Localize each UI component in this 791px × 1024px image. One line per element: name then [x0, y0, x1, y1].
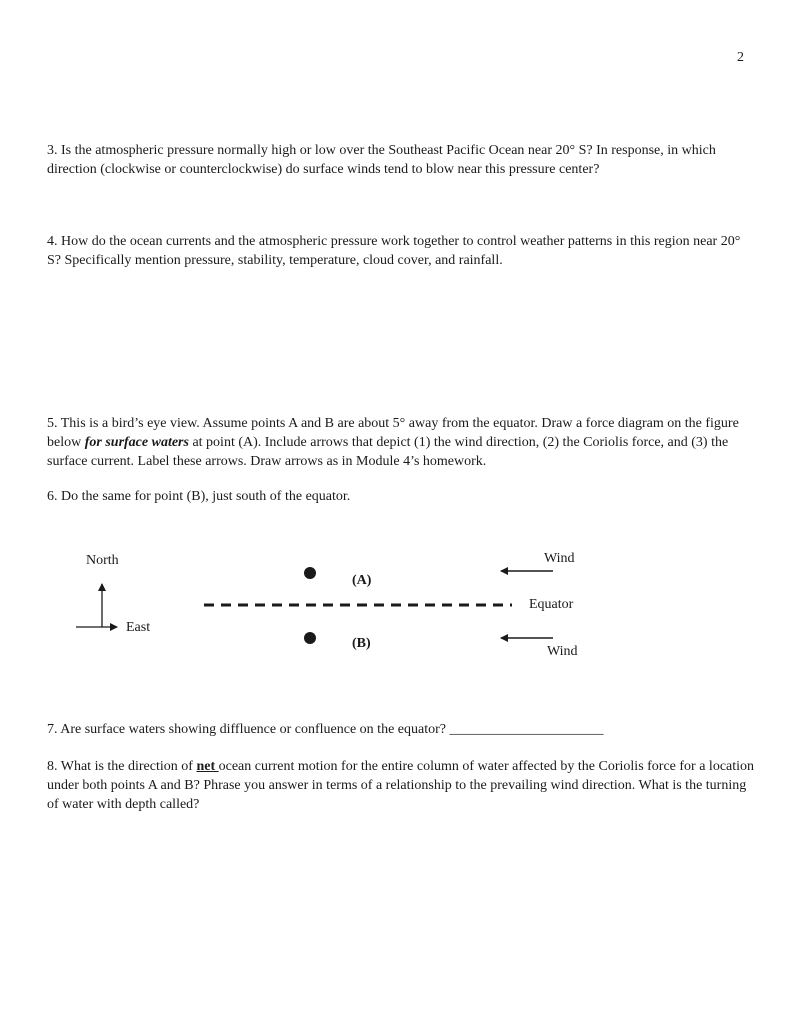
point-b-label: (B) — [352, 636, 371, 651]
page-number: 2 — [737, 50, 744, 65]
east-label: East — [126, 620, 151, 635]
question-8-emphasis: net — [196, 759, 219, 774]
north-label: North — [86, 553, 119, 568]
point-a-label: (A) — [352, 573, 372, 588]
question-5-text-b: at point (A). Include arrows that depict (1) the wind direction, (2) the Coriolis force, and (3) the surface current. Label these arrows. Draw arrows as in Module 4’s homework. — [47, 435, 729, 469]
question-6: 6. Do the same for point (B), just south of the equator. — [47, 489, 351, 504]
wind-label-top: Wind — [544, 551, 575, 566]
question-8-text-b: ocean current motion for the entire column of water affected by the Coriolis force for a location under both points A and B? Phrase you answer in terms of a relationship to the prevailing wind direction. What is the turning of water with depth called? — [47, 759, 755, 812]
question-3: 3. Is the atmospheric pressure normally high or low over the Southeast Pacific Ocean near 20° S? In response, in which direction (clockwise or counterclockwise) do surface winds tend to blow near this pressure center? — [47, 143, 716, 177]
equator-label: Equator — [529, 597, 574, 612]
question-5-text-a: 5. This is a bird’s eye view. Assume points A and B are about 5° away from the equator. Draw a force diagram on the figure below — [47, 416, 739, 450]
question-8-text-a: 8. What is the direction of — [47, 759, 197, 774]
question-5-emphasis: for surface waters — [84, 435, 189, 450]
wind-label-bottom: Wind — [547, 644, 578, 659]
point-b-dot — [304, 632, 316, 644]
question-8 — [47, 757, 757, 814]
point-a-dot — [304, 567, 316, 579]
question-7: 7. Are surface waters showing diffluence or confluence on the equator? ______________________ — [47, 722, 604, 737]
question-4: 4. How do the ocean currents and the atmospheric pressure work together to control weather patterns in this region near 20° S? Specifically mention pressure, stability, temperature, cloud cover, and rainfall. — [47, 234, 741, 268]
